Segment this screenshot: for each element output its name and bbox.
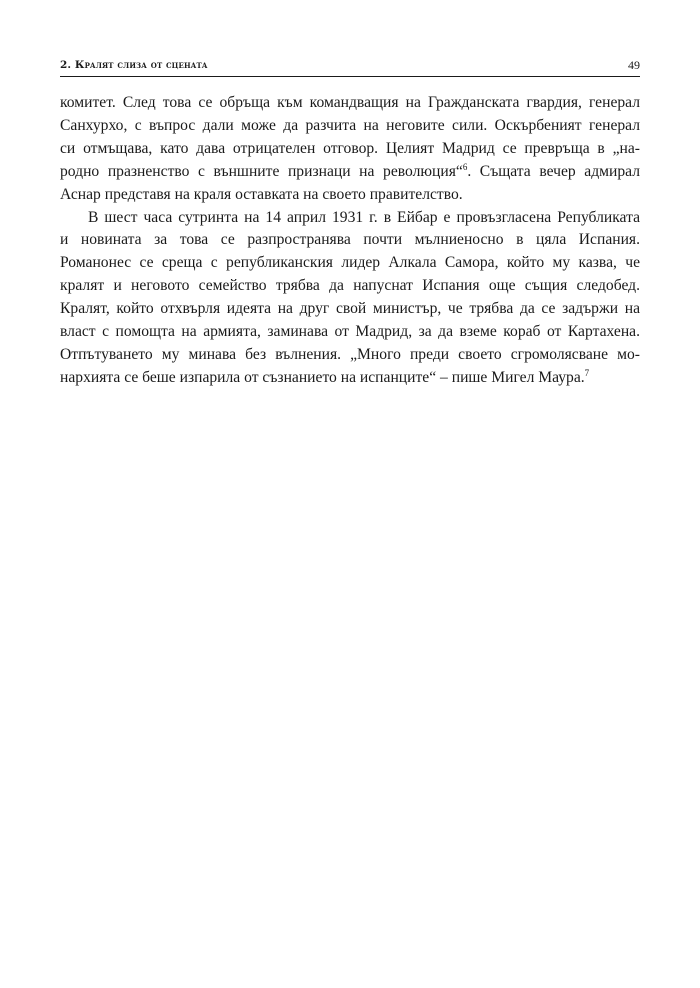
- text-line: [60, 367, 640, 390]
- text-line: Аснар представя на краля оставката на своето правителство.: [60, 185, 463, 203]
- text-line: Санхурхо, с въпрос дали може да разчита на неговите сили. Оскърбеният генерал: [60, 116, 640, 134]
- text-line: [60, 161, 640, 184]
- paragraph-1: [60, 92, 640, 207]
- text-line: си отмъщава, като дава отрицателен отговор. Целият Мадрид се превръща в „на-: [60, 139, 640, 157]
- footnote-marker: 7: [584, 367, 590, 378]
- chapter-running-title: 2. Кралят слиза от сцената: [60, 59, 208, 71]
- page-number: 49: [628, 58, 640, 72]
- header-rule: [60, 76, 640, 77]
- footnote-marker: 6: [462, 161, 468, 172]
- running-header: [60, 58, 640, 78]
- text-line: и новината за това се разпространява почти мълниеносно в цяла Испания.: [60, 231, 640, 249]
- text-line-part: родно празненство с външните признаци на революция“: [60, 162, 463, 180]
- text-line: кралят и неговото семейство трябва да напуснат Испания още същия следобед.: [60, 277, 640, 295]
- text-line: комитет. След това се обръща към командващия на Гражданската гвардия, генерал: [60, 94, 640, 111]
- text-line-part: . Същата вечер адмирал: [467, 162, 640, 180]
- text-line: Отпътуването му минава без вълнения. „Много преди своето сгромолясване мо-: [60, 345, 640, 363]
- text-line: Кралят, който отхвърля идеята на друг свой министър, че трябва да се задържи на: [60, 300, 640, 318]
- text-line: власт с помощта на армията, заминава от Мадрид, за да вземе кораб от Картахена.: [60, 323, 640, 341]
- text-line: В шест часа сутринта на 14 април 1931 г. в Ейбар е провъзгласена Републиката: [88, 208, 640, 226]
- body-text: [60, 92, 640, 390]
- text-line: Романонес се среща с републиканския лидер Алкала Самора, който му казва, че: [60, 254, 640, 272]
- text-line-part: нархията се беше изпарила от съзнанието на испанците“ – пише Мигел Маура.: [60, 368, 585, 386]
- paragraph-2: [60, 207, 640, 390]
